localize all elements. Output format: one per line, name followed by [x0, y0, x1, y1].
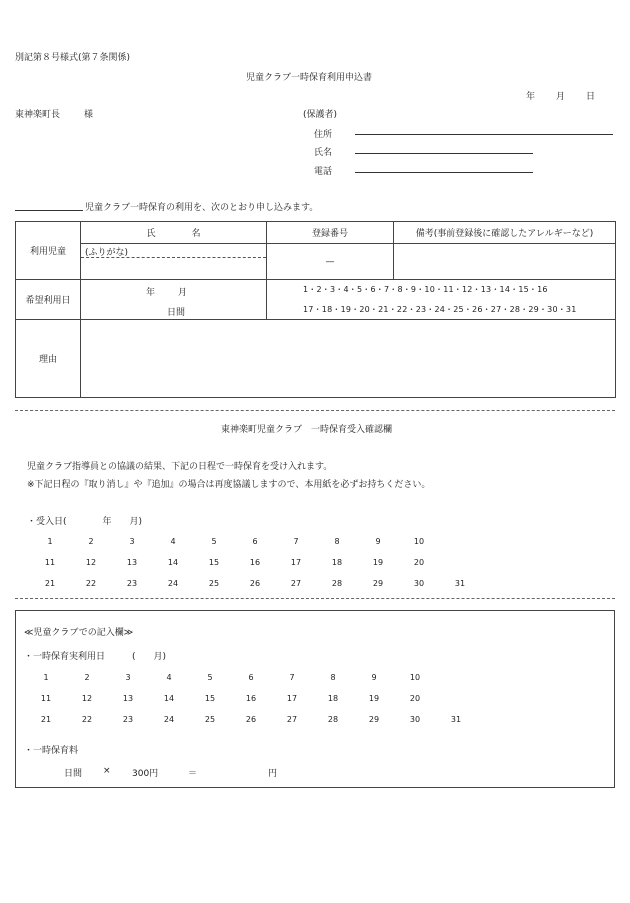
confirm-line-1: 児童クラブ指導員との協議の結果、下記の日程で一時保育を受け入れます。 [27, 462, 333, 472]
day-cell[interactable]: 14 [163, 694, 175, 703]
day-cell[interactable]: 27 [286, 715, 298, 724]
day-cell[interactable]: 8 [330, 673, 336, 682]
note-header: 備考(事前登録後に確認したアレルギーなど) [394, 222, 616, 244]
day-cell[interactable]: 5 [207, 673, 213, 682]
day-cell[interactable]: 24 [167, 579, 179, 588]
day-cell[interactable]: 21 [44, 579, 56, 588]
guardian-label: (保護者) [303, 110, 338, 120]
day-cell[interactable]: 23 [126, 579, 138, 588]
confirm-title: 東神楽町児童クラブ 一時保育受入確認欄 [221, 425, 393, 435]
day-cell[interactable]: 28 [327, 715, 339, 724]
day-cell[interactable]: 5 [211, 537, 217, 546]
day-cell[interactable]: 17 [286, 694, 298, 703]
days-cell[interactable] [267, 280, 616, 320]
day-cell[interactable]: 29 [372, 579, 384, 588]
day-cell[interactable]: 20 [413, 558, 425, 567]
date-day-label: 日 [586, 92, 596, 102]
day-cell[interactable]: 7 [289, 673, 295, 682]
date-label: 希望利用日 [16, 280, 81, 320]
day-cell[interactable]: 10 [413, 537, 425, 546]
day-cell[interactable]: 26 [245, 715, 257, 724]
year-label: 年 [146, 288, 156, 298]
cut-line-2 [15, 598, 615, 599]
note-cell[interactable] [394, 244, 616, 280]
day-cell[interactable]: 26 [249, 579, 261, 588]
day-cell[interactable]: 22 [85, 579, 97, 588]
reason-label: 理由 [16, 320, 81, 398]
days-line-1: 1・2・3・4・5・6・7・8・9・10・11・12・13・14・15・16 [303, 285, 548, 294]
club-entry-box [15, 610, 615, 788]
day-cell[interactable]: 18 [327, 694, 339, 703]
day-cell[interactable]: 13 [122, 694, 134, 703]
day-cell[interactable]: 12 [85, 558, 97, 567]
addressee: 東神楽町長 [15, 110, 61, 120]
club-name-field[interactable] [15, 210, 83, 211]
day-cell[interactable]: 7 [293, 537, 299, 546]
fee-label: ・一時保育料 [24, 746, 79, 756]
year-month-cell[interactable] [81, 280, 267, 320]
day-cell[interactable]: 1 [43, 673, 49, 682]
registration-cell[interactable]: — [267, 244, 394, 280]
application-table [15, 221, 616, 398]
day-cell[interactable]: 17 [290, 558, 302, 567]
phone-field[interactable] [355, 172, 533, 173]
intro-text: 児童クラブ一時保育の利用を、次のとおり申し込みます。 [85, 203, 319, 213]
name-label: 氏名 [314, 148, 333, 158]
furigana-label: (ふりがな) [81, 244, 266, 258]
address-field[interactable] [355, 134, 613, 135]
phone-label: 電話 [314, 167, 333, 177]
address-label: 住所 [314, 130, 333, 140]
days-unit-label: 日間 [167, 308, 186, 318]
fee-times: × [103, 766, 111, 776]
day-cell[interactable]: 3 [129, 537, 135, 546]
days-line-2: 17・18・19・20・21・22・23・24・25・26・27・28・29・30・31 [303, 305, 577, 314]
day-cell[interactable]: 30 [409, 715, 421, 724]
day-cell[interactable]: 23 [122, 715, 134, 724]
reason-cell[interactable] [81, 320, 616, 398]
day-cell[interactable]: 6 [252, 537, 258, 546]
day-cell[interactable]: 21 [40, 715, 52, 724]
day-cell[interactable]: 12 [81, 694, 93, 703]
name-field[interactable] [355, 153, 533, 154]
child-label: 利用児童 [16, 222, 81, 280]
day-cell[interactable]: 9 [375, 537, 381, 546]
registration-header: 登録番号 [267, 222, 394, 244]
day-cell[interactable]: 2 [88, 537, 94, 546]
day-cell[interactable]: 10 [409, 673, 421, 682]
date-month-label: 月 [556, 92, 566, 102]
day-cell[interactable]: 1 [47, 537, 53, 546]
day-cell[interactable]: 11 [40, 694, 52, 703]
day-cell[interactable]: 13 [126, 558, 138, 567]
form-title: 児童クラブ一時保育利用申込書 [246, 73, 373, 83]
day-cell[interactable]: 25 [204, 715, 216, 724]
form-number: 別記第８号様式(第７条関係) [15, 53, 131, 63]
day-cell[interactable]: 28 [331, 579, 343, 588]
day-cell[interactable]: 16 [245, 694, 257, 703]
day-cell[interactable]: 15 [208, 558, 220, 567]
fee-equals: ＝ [188, 769, 198, 779]
day-cell[interactable]: 31 [454, 579, 466, 588]
day-cell[interactable]: 25 [208, 579, 220, 588]
fee-days: 日間 [64, 769, 83, 779]
day-cell[interactable]: 29 [368, 715, 380, 724]
club-title: ≪児童クラブでの記入欄≫ [24, 628, 134, 638]
confirm-line-2: ※下記日程の『取り消し』や『追加』の場合は再度協議しますので、本用紙を必ずお持ちください。 [27, 480, 431, 490]
day-cell[interactable]: 27 [290, 579, 302, 588]
day-cell[interactable]: 22 [81, 715, 93, 724]
day-cell[interactable]: 20 [409, 694, 421, 703]
day-cell[interactable]: 14 [167, 558, 179, 567]
name-header: 氏 名 [81, 222, 267, 244]
fee-amount: 300円 [132, 769, 159, 779]
day-cell[interactable]: 19 [368, 694, 380, 703]
day-cell[interactable]: 11 [44, 558, 56, 567]
date-year-label: 年 [526, 92, 536, 102]
child-name-cell[interactable] [81, 244, 267, 280]
day-cell[interactable]: 4 [170, 537, 176, 546]
day-cell[interactable]: 18 [331, 558, 343, 567]
day-cell[interactable]: 2 [84, 673, 90, 682]
day-cell[interactable]: 31 [450, 715, 462, 724]
cut-line-1 [15, 410, 615, 411]
actual-date-label: ・一時保育実利用日 ( 月) [24, 652, 167, 662]
day-cell[interactable]: 24 [163, 715, 175, 724]
day-cell[interactable]: 16 [249, 558, 261, 567]
day-cell[interactable]: 4 [166, 673, 172, 682]
day-cell[interactable]: 3 [125, 673, 131, 682]
day-cell[interactable]: 30 [413, 579, 425, 588]
day-cell[interactable]: 6 [248, 673, 254, 682]
day-cell[interactable]: 8 [334, 537, 340, 546]
accept-date-label: ・受入日( 年 月) [27, 517, 143, 527]
fee-yen: 円 [268, 769, 278, 779]
day-cell[interactable]: 9 [371, 673, 377, 682]
honorific: 様 [84, 110, 94, 120]
month-label: 月 [178, 288, 188, 298]
day-cell[interactable]: 15 [204, 694, 216, 703]
day-cell[interactable]: 19 [372, 558, 384, 567]
